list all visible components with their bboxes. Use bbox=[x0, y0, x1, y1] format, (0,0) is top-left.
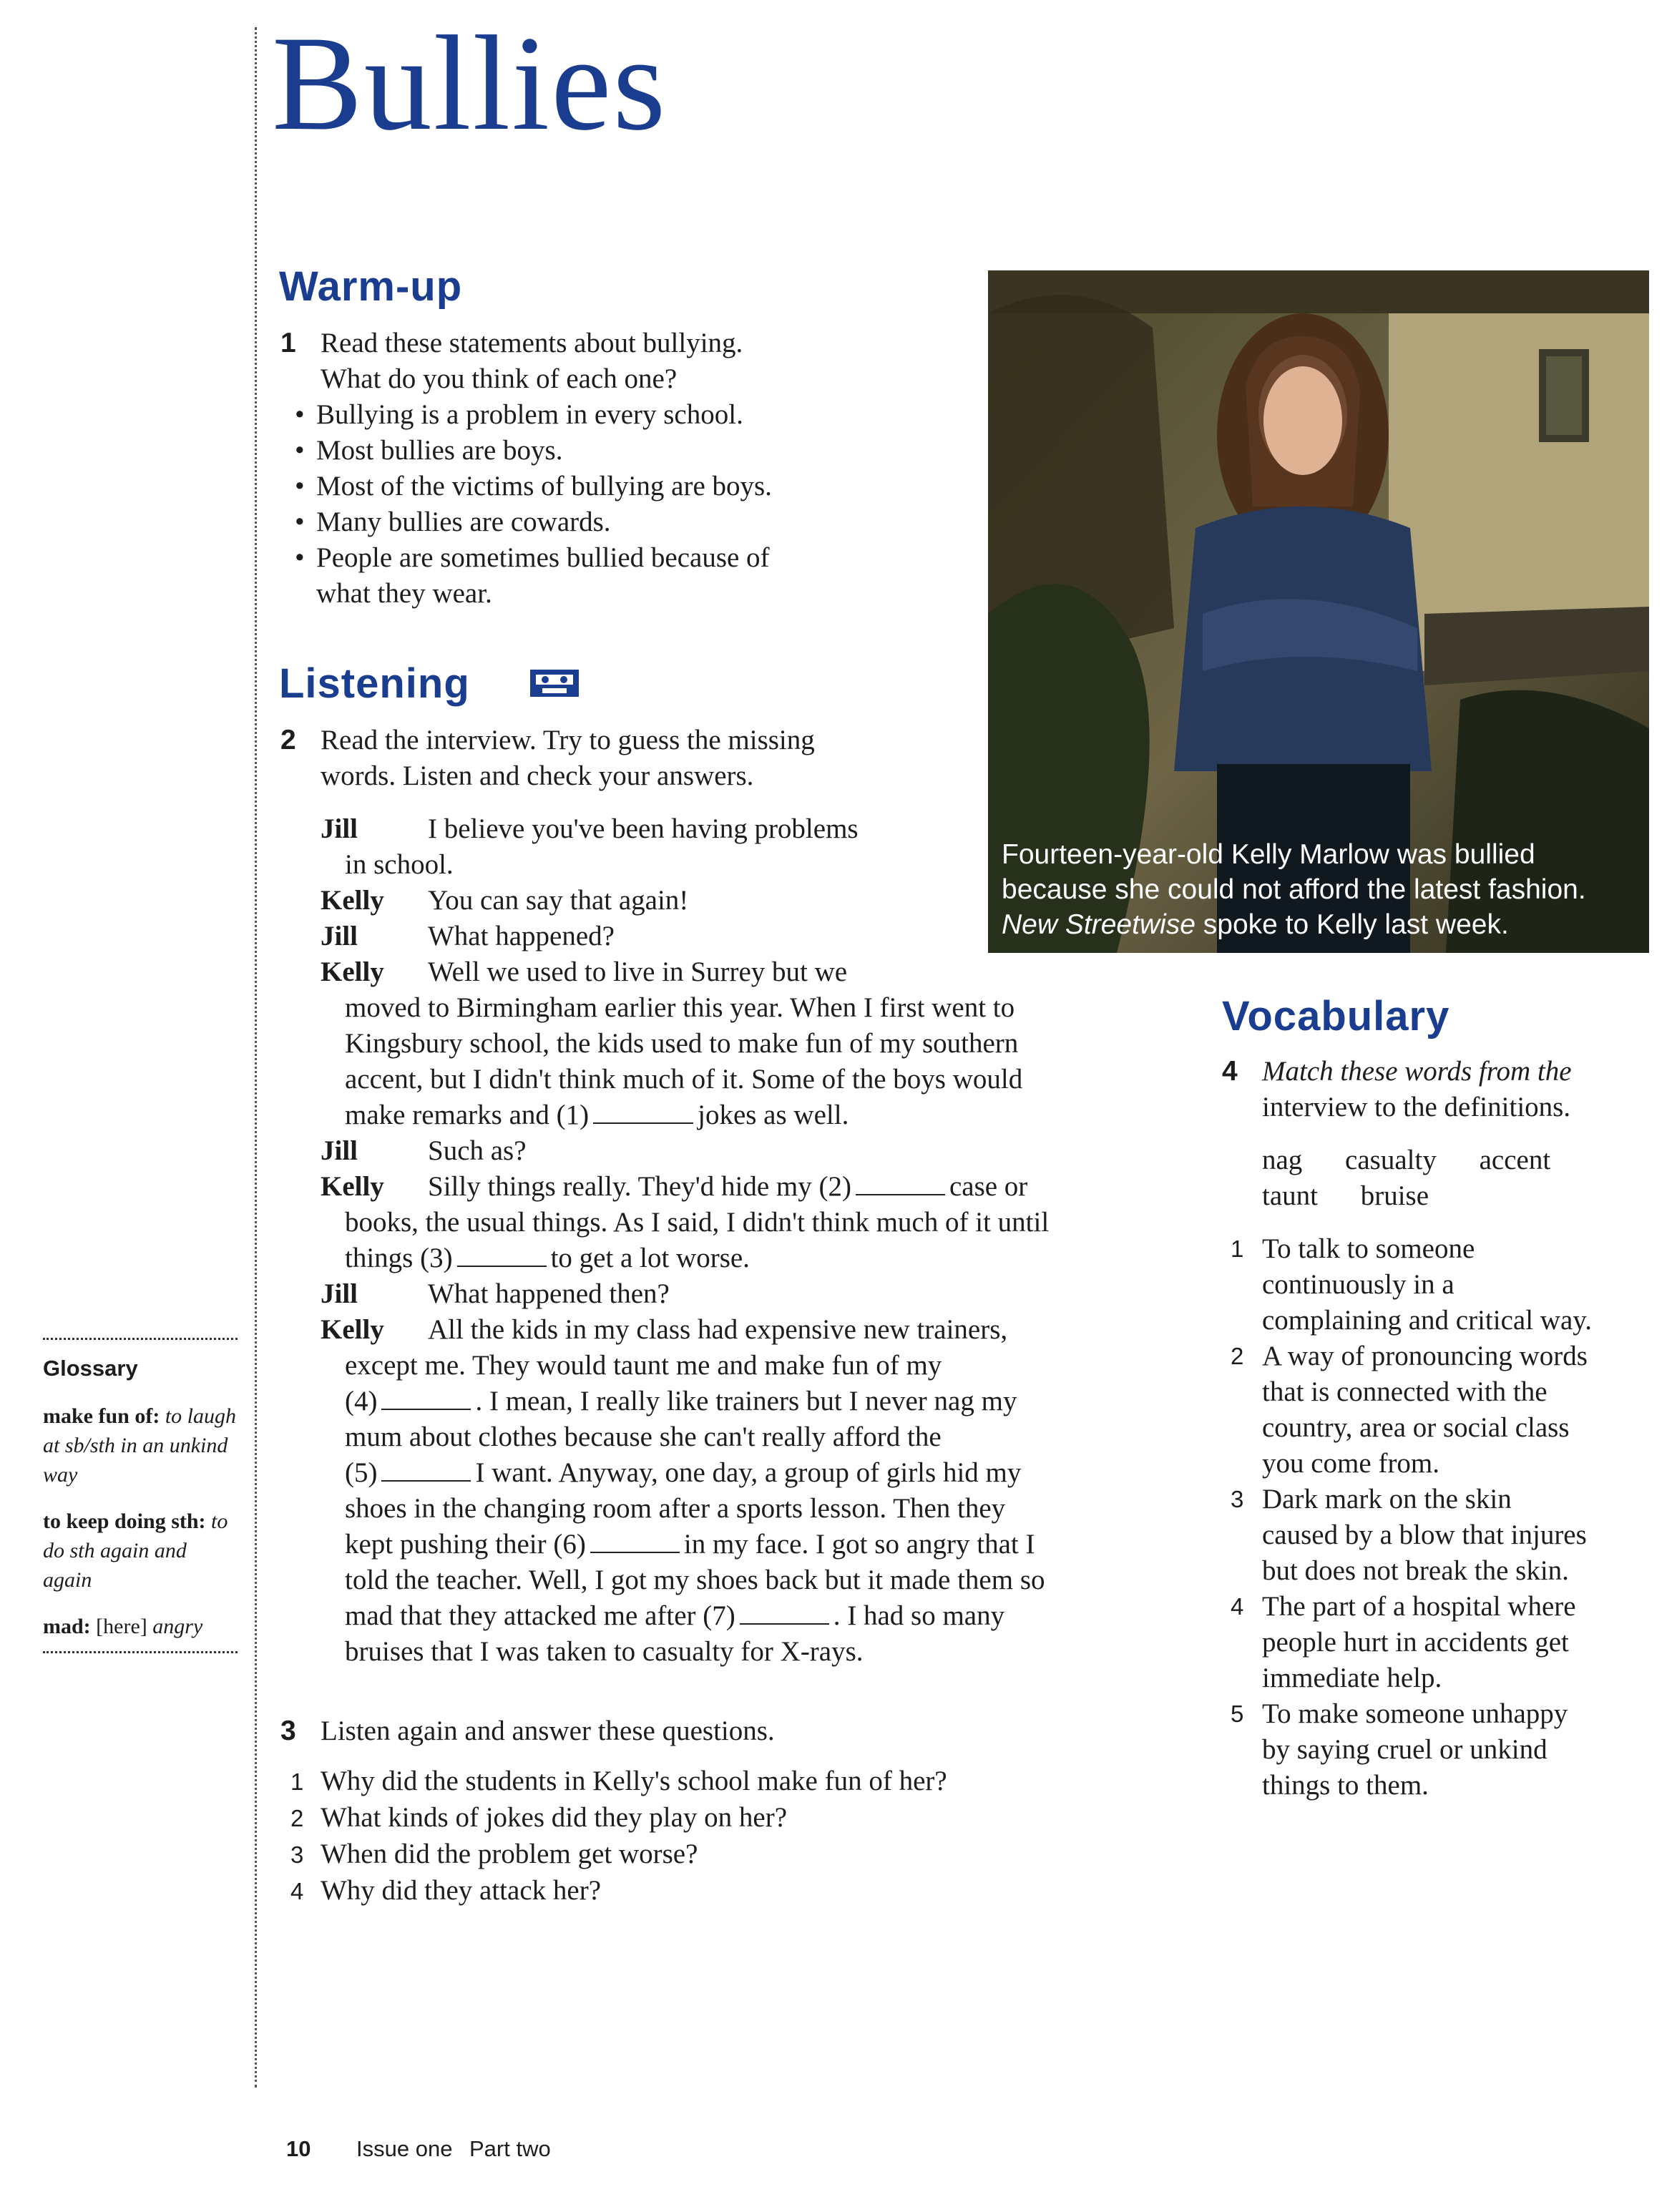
dialogue-text: make remarks and (1) bbox=[345, 1100, 590, 1130]
instruction-line: interview to the definitions. bbox=[1262, 1092, 1571, 1122]
dialogue-text: case or bbox=[949, 1171, 1028, 1202]
instruction-line: Read these statements about bullying. bbox=[321, 328, 743, 358]
dialogue-line bbox=[321, 1598, 1193, 1634]
caption-line: Fourteen-year-old Kelly Marlow was bullied bbox=[1002, 839, 1535, 870]
dialogue-line: books, the usual things. As I said, I didn't think much of it until bbox=[345, 1207, 1050, 1238]
exercise-number: 4 bbox=[1222, 1056, 1238, 1087]
word-bank-line: nag casualty accent bbox=[1262, 1145, 1551, 1175]
dialogue-text: Silly things really. They'd hide my (2) bbox=[428, 1171, 851, 1202]
question-number: 1 bbox=[290, 1768, 304, 1795]
glossary-term: mad: bbox=[43, 1615, 91, 1638]
definition-text: you come from. bbox=[1262, 1448, 1440, 1479]
caption-text: spoke to Kelly last week. bbox=[1195, 909, 1509, 940]
dialogue-text: things (3) bbox=[345, 1243, 453, 1273]
dialogue-line: accent, but I didn't think much of it. Some of the boys would bbox=[345, 1064, 1023, 1095]
dialogue-line: shoes in the changing room after a sports lesson. Then they bbox=[345, 1493, 1006, 1524]
vocabulary-exercise bbox=[1222, 1054, 1666, 1804]
instruction-line: Listen again and answer these questions. bbox=[321, 1716, 775, 1746]
dialogue-text: I want. Anyway, one day, a group of girls hid my bbox=[475, 1457, 1022, 1488]
dialogue-text: to get a lot worse. bbox=[550, 1243, 750, 1273]
dialogue-line: Such as? bbox=[428, 1135, 527, 1166]
definition-text: Dark mark on the skin bbox=[1262, 1484, 1512, 1514]
definition-text: complaining and critical way. bbox=[1262, 1305, 1592, 1336]
glossary-definition: to laugh at sb/sth in an unkind way bbox=[43, 1404, 237, 1487]
dialogue-line: Well we used to live in Surrey but we bbox=[428, 956, 848, 987]
glossary-term: make fun of: bbox=[43, 1404, 160, 1428]
definition-text: but does not break the skin. bbox=[1262, 1555, 1569, 1586]
glossary-entry bbox=[43, 1401, 238, 1489]
dialogue-text: . I mean, I really like trainers but I never nag my bbox=[475, 1386, 1017, 1416]
definition-text: caused by a blow that injures bbox=[1262, 1519, 1587, 1550]
dialogue-line: mum about clothes because she can't really afford the bbox=[345, 1421, 942, 1452]
speaker-name: Jill bbox=[321, 1135, 358, 1166]
listening-heading: Listening bbox=[279, 660, 470, 707]
statement: • People are sometimes bullied because of bbox=[293, 540, 874, 576]
definition-text: things to them. bbox=[1262, 1770, 1429, 1801]
glossary-rule-top bbox=[43, 1338, 238, 1340]
dialogue-line bbox=[321, 1455, 1193, 1491]
glossary-definition: to do sth again and again bbox=[43, 1509, 228, 1592]
margin-dotted-rule bbox=[255, 27, 257, 2088]
instruction-line: What do you think of each one? bbox=[321, 363, 678, 394]
gap-blank-3[interactable] bbox=[457, 1241, 547, 1267]
dialogue-text: kept pushing their (6) bbox=[345, 1529, 586, 1560]
gap-blank-1[interactable] bbox=[593, 1098, 693, 1124]
definition-number: 5 bbox=[1231, 1700, 1244, 1727]
dialogue-line bbox=[321, 1240, 1193, 1276]
page-number: 10 bbox=[286, 2136, 311, 2161]
dialogue-line: bruises that I was taken to casualty for X-rays. bbox=[345, 1636, 864, 1667]
glossary-term: to keep doing sth: bbox=[43, 1509, 206, 1533]
dialogue-text: (4) bbox=[345, 1386, 378, 1416]
instruction-line: Read the interview. Try to guess the missing bbox=[321, 725, 815, 755]
definition-number: 3 bbox=[1231, 1486, 1244, 1512]
warmup-exercise bbox=[280, 326, 874, 612]
cassette-icon bbox=[529, 669, 580, 698]
dialogue-line: What happened then? bbox=[428, 1278, 670, 1309]
question-item bbox=[280, 1836, 1103, 1873]
dialogue-line: except me. They would taunt me and make fun of my bbox=[345, 1350, 942, 1381]
statement: • Most of the victims of bullying are boys. bbox=[293, 469, 874, 504]
dialogue-line bbox=[321, 1384, 1193, 1419]
dialogue-line: What happened? bbox=[428, 921, 615, 951]
exercise-3 bbox=[280, 1713, 1103, 1909]
question-text: Why did they attack her? bbox=[321, 1875, 601, 1906]
definition-text: immediate help. bbox=[1262, 1663, 1442, 1693]
definition-text: by saying cruel or unkind bbox=[1262, 1734, 1548, 1765]
glossary-rule-bottom bbox=[43, 1651, 238, 1653]
footer-part: Part two bbox=[469, 2136, 551, 2161]
dialogue-line: told the teacher. Well, I got my shoes back but it made them so bbox=[345, 1565, 1045, 1595]
glossary-title: Glossary bbox=[43, 1356, 138, 1381]
instruction-line: words. Listen and check your answers. bbox=[321, 760, 754, 791]
definition-text: that is connected with the bbox=[1262, 1376, 1548, 1407]
speaker-name: Jill bbox=[321, 1278, 358, 1309]
definition-item bbox=[1231, 1696, 1666, 1804]
question-item bbox=[280, 1763, 1103, 1800]
exercise-number: 2 bbox=[280, 725, 296, 755]
dialogue-text: in my face. I got so angry that I bbox=[683, 1529, 1035, 1560]
dialogue-line: I believe you've been having problems bbox=[428, 813, 859, 844]
question-text: Why did the students in Kelly's school make fun of her? bbox=[321, 1766, 947, 1796]
definition-text: country, area or social class bbox=[1262, 1412, 1570, 1443]
definition-number: 1 bbox=[1231, 1235, 1244, 1262]
speaker-name: Jill bbox=[321, 813, 358, 844]
speaker-name: Jill bbox=[321, 921, 358, 951]
statement-list bbox=[293, 397, 874, 576]
word-bank-line: taunt bruise bbox=[1262, 1180, 1429, 1211]
dialogue-line: All the kids in my class had expensive new trainers, bbox=[428, 1314, 1008, 1345]
footer-section: Issue one bbox=[356, 2136, 453, 2161]
vocabulary-heading: Vocabulary bbox=[1222, 993, 1450, 1039]
statement: • Bullying is a problem in every school. bbox=[293, 397, 874, 433]
question-number: 2 bbox=[290, 1805, 304, 1831]
definition-list bbox=[1222, 1231, 1666, 1804]
glossary-entry bbox=[43, 1612, 238, 1641]
question-number: 4 bbox=[290, 1878, 304, 1904]
dialogue-text: mad that they attacked me after (7) bbox=[345, 1600, 735, 1631]
question-number: 3 bbox=[290, 1841, 304, 1868]
speaker-name: Kelly bbox=[321, 1314, 384, 1345]
magazine-name: New Streetwise bbox=[1002, 909, 1196, 940]
glossary-entry bbox=[43, 1507, 238, 1595]
speaker-name: Kelly bbox=[321, 1171, 384, 1202]
definition-text: To make someone unhappy bbox=[1262, 1698, 1568, 1729]
speaker-name: Kelly bbox=[321, 885, 384, 916]
gap-blank-4[interactable] bbox=[381, 1384, 471, 1410]
definition-text: The part of a hospital where bbox=[1262, 1591, 1576, 1622]
statement: • Most bullies are boys. bbox=[293, 433, 874, 469]
definition-item bbox=[1231, 1339, 1666, 1482]
dialogue-text: (5) bbox=[345, 1457, 378, 1488]
dialogue-line bbox=[321, 1527, 1193, 1562]
exercise-number: 3 bbox=[280, 1716, 296, 1746]
definition-number: 4 bbox=[1231, 1593, 1244, 1620]
instruction-line: Match these words from the bbox=[1262, 1056, 1572, 1087]
gap-blank-2[interactable] bbox=[856, 1170, 945, 1195]
dialogue-text: . I had so many bbox=[833, 1600, 1005, 1631]
question-item bbox=[280, 1873, 1103, 1909]
caption-line bbox=[1002, 907, 1646, 942]
definition-text: people hurt in accidents get bbox=[1262, 1627, 1569, 1658]
page-title: Bullies bbox=[272, 9, 668, 159]
warmup-heading: Warm-up bbox=[279, 263, 463, 310]
definition-text: To talk to someone bbox=[1262, 1233, 1475, 1264]
definition-item bbox=[1231, 1231, 1666, 1339]
definition-item bbox=[1231, 1589, 1666, 1696]
statement-continuation: what they wear. bbox=[316, 578, 492, 609]
speaker-name: Kelly bbox=[321, 956, 384, 987]
dialogue-line: You can say that again! bbox=[428, 885, 689, 916]
glossary-box bbox=[43, 1338, 238, 1653]
caption-line: because she could not afford the latest fashion. bbox=[1002, 874, 1586, 905]
gap-blank-5[interactable] bbox=[381, 1456, 471, 1482]
question-text: What kinds of jokes did they play on her? bbox=[321, 1802, 788, 1833]
listening-exercise bbox=[280, 723, 924, 794]
dialogue-line: in school. bbox=[345, 849, 454, 880]
dialogue-text: jokes as well. bbox=[698, 1100, 849, 1130]
gap-blank-6[interactable] bbox=[590, 1527, 680, 1553]
photo-caption bbox=[1002, 837, 1646, 942]
exercise-number: 1 bbox=[280, 328, 296, 358]
glossary-definition: angry bbox=[152, 1615, 203, 1638]
glossary-note: [here] bbox=[90, 1615, 153, 1638]
definition-text: continuously in a bbox=[1262, 1269, 1454, 1300]
definition-text: A way of pronouncing words bbox=[1262, 1341, 1588, 1371]
gap-blank-7[interactable] bbox=[740, 1599, 829, 1625]
statement: • Many bullies are cowards. bbox=[293, 504, 874, 540]
question-item bbox=[280, 1800, 1103, 1836]
dialogue-line: Kingsbury school, the kids used to make fun of my southern bbox=[345, 1028, 1019, 1059]
dialogue-line: moved to Birmingham earlier this year. When I first went to bbox=[345, 992, 1015, 1023]
question-text: When did the problem get worse? bbox=[321, 1839, 698, 1869]
definition-item bbox=[1231, 1482, 1666, 1589]
definition-number: 2 bbox=[1231, 1343, 1244, 1369]
dialogue-line bbox=[321, 1097, 1193, 1133]
